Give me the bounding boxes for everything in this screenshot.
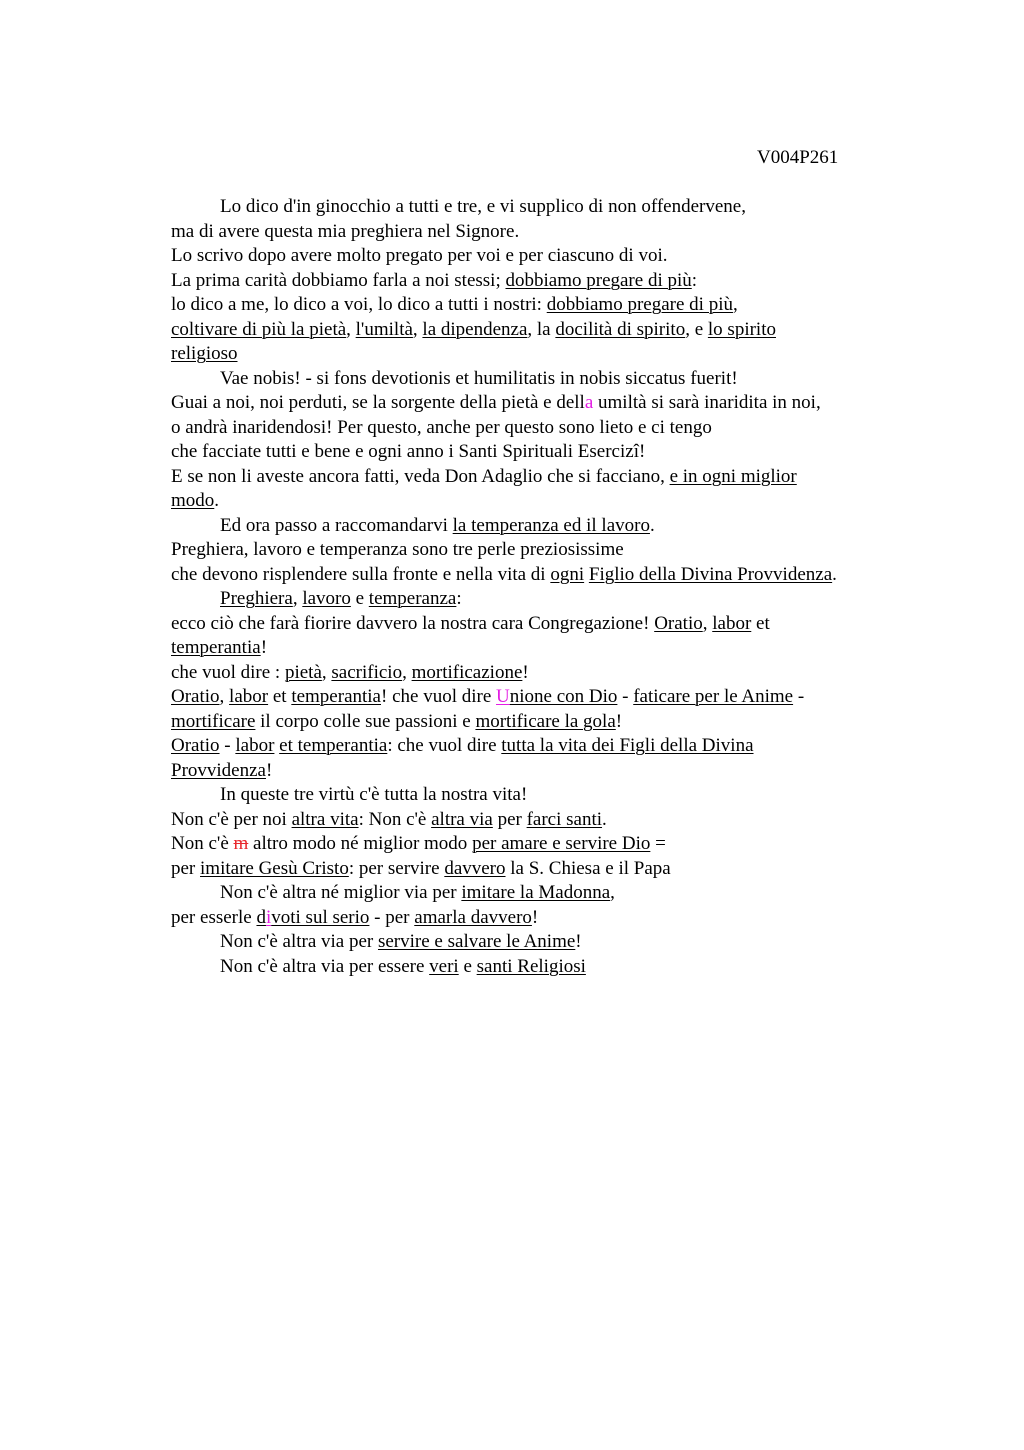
text-segment: Non c'è per noi xyxy=(171,808,292,830)
text-segment: - xyxy=(793,686,805,707)
text-line xyxy=(171,783,911,808)
text-line xyxy=(171,710,911,735)
text-line xyxy=(171,636,911,661)
text-segment: o andrà inaridendosi! Per questo, anche per questo sono lieto e ci tengo xyxy=(171,416,712,438)
text-segment: Lo scrivo dopo avere molto pregato per voi e per ciascuno di voi. xyxy=(171,245,668,266)
inserted-text: i xyxy=(265,906,272,928)
text-segment: , xyxy=(412,318,423,340)
text-line xyxy=(171,489,911,514)
inserted-text: U xyxy=(496,686,510,707)
text-line xyxy=(171,514,911,539)
text-line xyxy=(171,391,911,416)
text-segment: Non c'è altra via per essere xyxy=(220,955,430,977)
underlined-text: ogni xyxy=(550,563,585,585)
underlined-text: davvero xyxy=(444,857,506,879)
text-segment: , xyxy=(702,612,713,634)
text-segment: ! xyxy=(265,759,273,781)
text-segment: la S. Chiesa e il Papa xyxy=(505,857,671,879)
text-segment: ! che vuol dire xyxy=(381,686,497,707)
underlined-text: dobbiamo pregare di più xyxy=(505,269,692,291)
text-line xyxy=(171,293,911,318)
underlined-text: Figlio della Divina Provvidenza xyxy=(588,563,833,585)
text-line xyxy=(171,318,911,343)
underlined-text: dobbiamo pregare di più xyxy=(546,294,733,315)
text-segment: che devono risplendere sulla fronte e nella vita di xyxy=(171,563,551,585)
text-segment: ! xyxy=(531,906,539,928)
text-segment: per xyxy=(171,857,201,879)
text-segment: Ed ora passo a raccomandarvi xyxy=(220,514,453,536)
underlined-text: Provvidenza xyxy=(171,759,266,781)
underlined-text: santi Religiosi xyxy=(476,955,586,977)
text-segment: - per xyxy=(369,906,415,928)
text-segment: . xyxy=(832,563,837,585)
text-segment: : per servire xyxy=(348,857,445,879)
text-line xyxy=(171,538,911,563)
underlined-text: labor xyxy=(229,686,269,707)
text-segment: La prima carità dobbiamo farla a noi stessi; xyxy=(171,269,506,291)
text-segment: Preghiera, lavoro e temperanza sono tre perle preziosissime xyxy=(171,539,624,560)
text-line xyxy=(171,465,911,490)
underlined-text: Oratio xyxy=(654,612,703,634)
text-segment: che facciate tutti e bene e ogni anno i Santi Spirituali Esercizi xyxy=(171,441,639,462)
text-segment: - xyxy=(219,735,236,756)
text-line xyxy=(171,195,911,220)
text-segment: : xyxy=(456,588,462,609)
text-segment: . xyxy=(649,514,655,536)
text-line xyxy=(171,587,911,612)
underlined-text: faticare per le Anime xyxy=(633,686,794,707)
underlined-text: mortificare la gola xyxy=(475,710,616,732)
text-segment: , xyxy=(732,294,738,315)
underlined-text: farci santi xyxy=(526,808,603,830)
text-segment: : che vuol dire xyxy=(387,735,502,756)
underlined-text: e in ogni miglior xyxy=(669,465,797,487)
text-line xyxy=(171,269,911,294)
text-line xyxy=(171,685,911,710)
text-line xyxy=(171,930,911,955)
underlined-text: la dipendenza xyxy=(422,318,528,340)
text-segment: umiltà si sarà inaridita in noi, xyxy=(593,392,821,413)
underlined-text: coltivare di più la pietà xyxy=(171,318,347,340)
text-segment: : Non c'è xyxy=(358,808,432,830)
text-segment: , xyxy=(292,588,303,609)
underlined-text: pietà xyxy=(284,661,322,683)
underlined-text: temperanza xyxy=(368,588,457,609)
text-segment: ! xyxy=(638,441,646,462)
text-segment: lo dico a me, lo dico a voi, lo dico a tutti i nostri: xyxy=(171,294,547,315)
text-segment: In queste tre virtù c'è tutta la nostra vita! xyxy=(220,784,528,805)
underlined-text: et temperantia xyxy=(279,735,388,756)
underlined-text: religioso xyxy=(171,343,238,364)
underlined-text: per amare e servire Dio xyxy=(472,833,651,854)
text-segment: Non c'è altra via per xyxy=(220,931,378,952)
text-segment: , xyxy=(219,686,230,707)
text-segment: , e xyxy=(685,318,708,340)
underlined-text: veri xyxy=(429,955,459,977)
underlined-text: amarla davvero xyxy=(414,906,532,928)
underlined-text: sacrificio xyxy=(331,661,403,683)
underlined-text: imitare la Madonna xyxy=(461,882,611,903)
text-line xyxy=(171,563,911,588)
underlined-text: nione con Dio xyxy=(509,686,618,707)
underlined-text: tutta la vita dei Figli della Divina xyxy=(501,735,754,756)
text-line xyxy=(171,857,911,882)
text-line xyxy=(171,661,911,686)
text-segment: : xyxy=(691,269,698,291)
text-segment: per xyxy=(492,808,527,830)
text-segment: ecco ciò che farà fiorire davvero la nostra cara Congregazione! xyxy=(171,612,655,634)
text-line xyxy=(171,367,911,392)
underlined-text: altra vita xyxy=(291,808,359,830)
text-segment: il corpo colle sue passioni e xyxy=(255,710,476,732)
text-line xyxy=(171,759,911,784)
deleted-text: m xyxy=(233,833,249,854)
text-segment: e xyxy=(350,588,369,609)
underlined-text: l'umiltà xyxy=(355,318,413,340)
text-segment: - xyxy=(617,686,634,707)
text-segment: ! xyxy=(575,931,582,952)
text-segment: , la xyxy=(527,318,556,340)
text-line xyxy=(171,416,911,441)
text-line xyxy=(171,881,911,906)
underlined-text: labor xyxy=(712,612,752,634)
letter-body xyxy=(171,195,911,979)
text-segment: Guai a noi, noi perduti, se la sorgente della pietà e dell xyxy=(171,392,585,413)
text-segment: et xyxy=(268,686,292,707)
page-identifier: V004P261 xyxy=(757,147,839,168)
underlined-text: voti sul serio xyxy=(271,906,370,928)
underlined-text: modo xyxy=(171,490,215,511)
inserted-text: a xyxy=(584,392,594,413)
text-segment: Vae nobis! - si fons devotionis et humilitatis in nobis siccatus fuerit! xyxy=(220,367,738,389)
text-segment: = xyxy=(650,833,666,854)
underlined-text: Oratio xyxy=(171,686,220,707)
text-segment: , xyxy=(610,882,615,903)
underlined-text: altra via xyxy=(431,808,493,830)
underlined-text: mortificare xyxy=(171,710,256,732)
text-line xyxy=(171,244,911,269)
text-line xyxy=(171,220,911,245)
underlined-text: Oratio xyxy=(171,735,220,756)
text-segment: che vuol dire : xyxy=(171,661,285,683)
underlined-text: temperantia xyxy=(171,637,261,658)
text-line xyxy=(171,832,911,857)
text-segment: Non c'è altra né miglior via per xyxy=(220,882,462,903)
text-line xyxy=(171,906,911,931)
text-segment: ma di avere questa mia preghiera nel Signore. xyxy=(171,220,520,242)
text-segment: , xyxy=(402,661,412,683)
text-segment: ! xyxy=(260,637,268,658)
underlined-text: mortificazione xyxy=(411,661,523,683)
underlined-text: labor xyxy=(235,735,275,756)
text-line xyxy=(171,612,911,637)
underlined-text: servire e salvare le Anime xyxy=(377,931,576,952)
underlined-text: temperantia xyxy=(291,686,381,707)
text-segment: ! xyxy=(615,710,623,732)
text-line xyxy=(171,440,911,465)
underlined-text: lo spirito xyxy=(707,318,776,340)
text-segment: . xyxy=(602,808,607,830)
underlined-text: d xyxy=(256,906,266,928)
text-segment: e xyxy=(458,955,477,977)
text-segment: ! xyxy=(522,661,529,683)
text-line xyxy=(171,808,911,833)
text-segment: . xyxy=(214,490,220,511)
text-line xyxy=(171,955,911,980)
text-segment: Lo dico d'in ginocchio a tutti e tre, e vi supplico di non offendervene, xyxy=(220,196,746,217)
text-line xyxy=(171,734,911,759)
text-segment: altro modo né miglior modo xyxy=(248,833,473,854)
text-segment: et xyxy=(751,612,770,634)
text-segment: , xyxy=(321,661,332,683)
underlined-text: la temperanza ed il lavoro xyxy=(452,514,650,536)
underlined-text: docilità di spirito xyxy=(555,318,686,340)
text-segment: , xyxy=(346,318,356,340)
underlined-text: imitare Gesù Cristo xyxy=(200,857,349,879)
underlined-text: Preghiera xyxy=(220,588,293,609)
text-segment: E se non li aveste ancora fatti, veda Don Adaglio che si facciano, xyxy=(171,465,670,487)
text-segment: Non c'è xyxy=(171,833,234,854)
underlined-text: lavoro xyxy=(302,588,351,609)
text-line xyxy=(171,342,911,367)
text-segment: per esserle xyxy=(171,906,257,928)
